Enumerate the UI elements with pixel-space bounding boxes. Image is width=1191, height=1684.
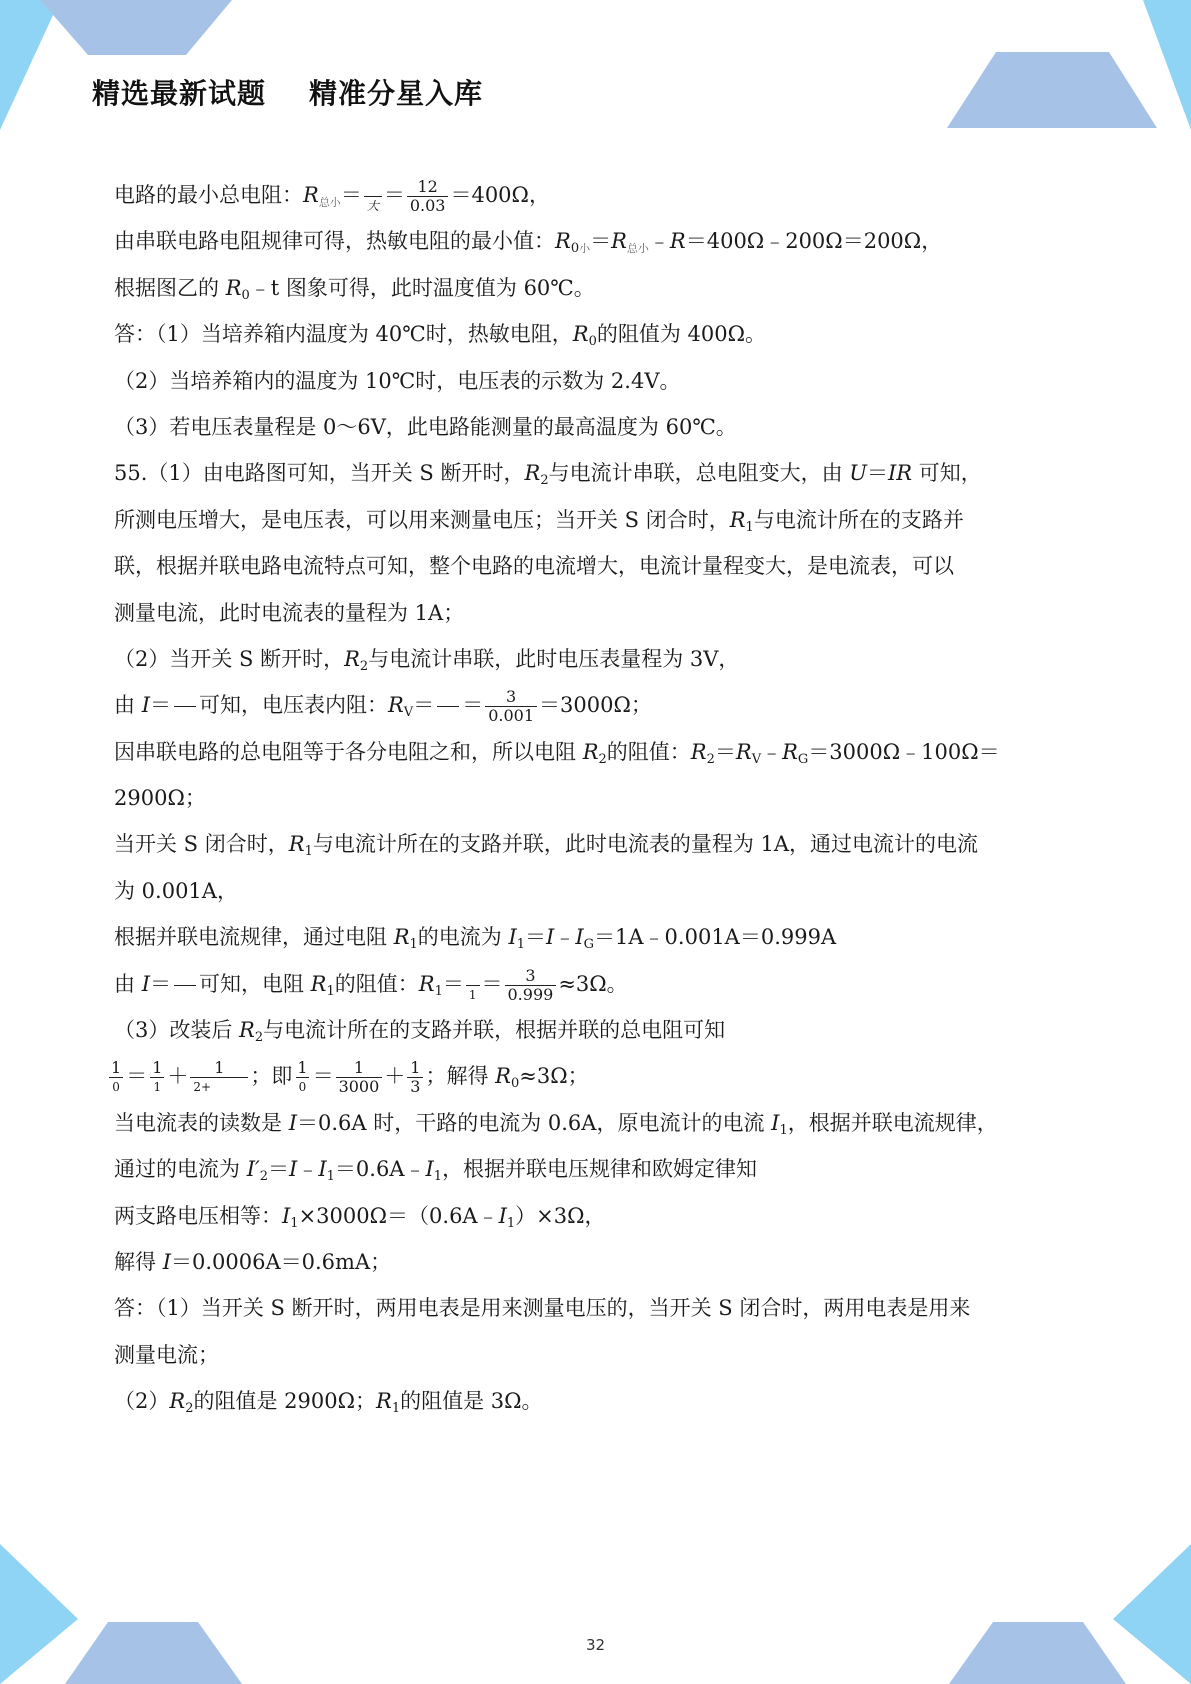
fraction: $\frac{1}{0}$ [297,1058,308,1095]
fraction-bar [174,706,196,707]
text-line: $(2)R_2$的阻值是 2900Ω；$R_1$的阻值是 3Ω。 [114,1389,543,1417]
text-line: （3）若电压表量程是 0～6V，此电路能测量的最高温度为 60℃。 [114,414,737,439]
text-line: 因串联电路的总电阻等于各分电阻之和，所以电阻 $R_2$的阻值：$R_2=R_V﹣R_G=3000\Omega﹣100\Omega=$ [114,739,1000,767]
text-line: 答：（1）当培养箱内温度为 40℃时，热敏电阻，$R_0$的阻值为 400Ω。 [114,322,767,350]
fraction: $\frac{1}{3000}$ [336,1059,383,1096]
fraction: $\frac{3}{0.999}$ [505,967,557,1004]
text-line: $\frac{1}{0}$ ＝ $\frac{1}{1}$ ＋ $\frac{1}{2+}$ ；即 $\frac{1}{0}$ ＝ $\frac{1}{3000}$ ＋ $\frac{1}{3}$ ；解得 $R_0\approx 3\Omega$； [106,1053,1080,1099]
bottom-left-decoration [0,1544,260,1684]
text-line: 答：（1）当开关 S 断开时，两用电表是用来测量电压的，当开关 S 闭合时，两用电表是用来 [114,1296,971,1321]
text-line: 联，根据并联电路电流特点可知，整个电路的电流增大，电流计量程变大，是电流表，可以 [114,554,954,579]
text-line: 根据并联电流规律，通过电阻 $R_1$的电流为 $I_1=I﹣I_G=1A﹣0.001A=0.999A$ [114,925,837,953]
fraction: $\frac{1}{0}$ [111,1058,122,1095]
fraction: 大 [364,178,382,215]
page-header-title: 精选最新试题 精准分星入库 [92,77,483,110]
text-line: （2）当培养箱内的温度为 10℃时，电压表的示数为 2.4V。 [114,368,681,393]
fraction-bar [174,985,196,986]
text-line: 2900Ω； [114,786,206,811]
fraction: $\frac{1}{3}$ [407,1059,423,1096]
fraction: $\frac{3}{0.001}$ [485,688,537,725]
text-line: 由 I＝ 可知，电阻 $R_1$的阻值：$R_1=$ 1 ＝ $\frac{3}{0.999}$ ≈3Ω。 [114,965,628,1004]
page-number: 32 [585,1636,606,1654]
top-right-decoration [931,0,1191,130]
text-line: 由串联电路电阻规律可得，热敏电阻的最小值：$R_{0小}=R_{总小}﹣R=400\Omega﹣200\Omega=200\Omega$， [114,229,943,257]
text-line: 两支路电压相等：$I_1\times 3000\Omega=(0.6A﹣I_1)\times 3\Omega$， [114,1203,606,1231]
fraction: 1 [466,967,480,1004]
text-line: 解得 I＝0.0006A＝0.6mA； [114,1249,392,1274]
text-line: 所测电压增大，是电压表，可以用来测量电压；当开关 S 闭合时，$R_1$与电流计所在的支路并 [114,507,964,535]
text-line: 55.（1）由电路图可知，当开关 S 断开时，$R_2$与电流计串联，总电阻变大，由 U＝IR 可知， [114,461,982,489]
text-line: 测量电流； [114,1342,219,1367]
fraction-bar [437,706,459,707]
text-line: 测量电流，此时电流表的量程为 1A； [114,600,465,625]
text-line: 当电流表的读数是 I＝0.6A 时，干路的电流为 0.6A，原电流计的电流 $I_1$，根据并联电流规律， [114,1110,998,1138]
text-line: 根据图乙的 $R_0﹣t$ 图象可得，此时温度值为 60℃。 [114,275,595,303]
fraction: $\frac{12}{0.03}$ [407,178,449,215]
bottom-right-decoration [931,1544,1191,1684]
text-line: （3）改装后 $R_2$与电流计所在的支路并联，根据并联的总电阻可知 [114,1018,726,1046]
text-line: （2）当开关 S 断开时，$R_2$与电流计串联，此时电压表量程为 3V， [114,646,740,674]
fraction: $\frac{1}{1}$ [152,1058,163,1095]
solution-text [111,172,1080,1425]
fraction: $\frac{1}{2+}$ [190,1059,248,1096]
text-line: 当开关 S 闭合时，$R_1$与电流计所在的支路并联，此时电流表的量程为 1A，通过电流计的电流 [114,832,979,860]
text-line: 电路的最小总电阻：$R_{总小}=$ 大 ＝ $\frac{12}{0.03}$ ＝400Ω， [114,177,550,215]
text-line: 由 I＝ 可知，电压表内阻：$R_V=$ ＝ $\frac{3}{0.001}$ ＝3000Ω； [114,687,652,726]
text-line: 通过的电流为 $I'_2=I﹣I_1=0.6A﹣I_1$，根据并联电压规律和欧姆定律知 [114,1157,758,1185]
text-line: 为 0.001A， [114,878,238,903]
